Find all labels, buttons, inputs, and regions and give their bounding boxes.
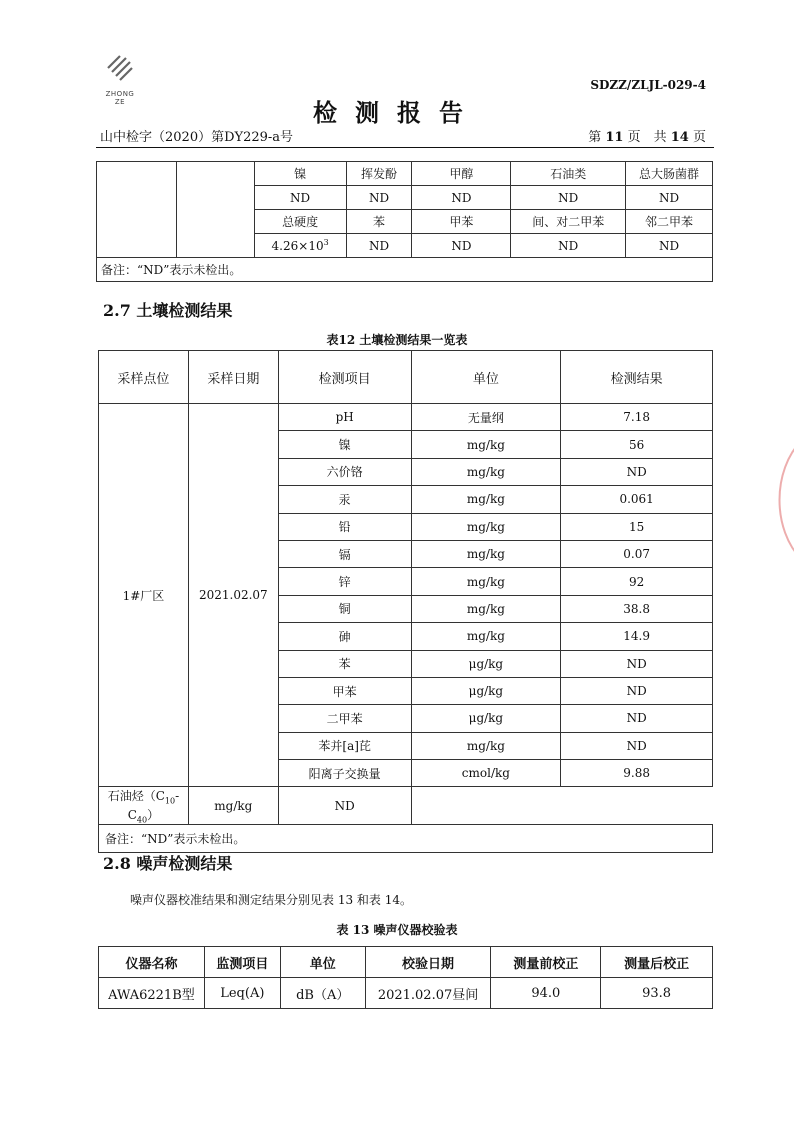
table-cell-unit: mg/kg (411, 486, 561, 513)
column-header: 采样点位 (99, 351, 189, 404)
table-row (99, 978, 713, 1009)
page-indicator: 第 11 页 共 14 页 (588, 130, 706, 145)
table-cell-unit: mg/kg (411, 458, 561, 485)
table-cell: 甲苯 (412, 210, 511, 234)
merged-cell (97, 162, 177, 258)
table-caption-soil: 表12 土壤检测结果一览表 (326, 333, 468, 347)
table-cell: 石油类 (511, 162, 626, 186)
document-number: SDZZ/ZLJL-029-4 (590, 78, 706, 92)
table-cell-result: ND (561, 458, 713, 485)
table-cell-item: 甲苯 (278, 677, 411, 704)
table-cell-item: 六价铬 (278, 458, 411, 485)
table-header-row (99, 351, 713, 404)
table-cell: 苯 (346, 210, 412, 234)
table-cell: 镍 (254, 162, 346, 186)
table-cell: ND (511, 234, 626, 258)
column-header: 仪器名称 (99, 947, 205, 978)
table-cell-item: 镍 (278, 431, 411, 458)
table-cell: 2021.02.07昼间 (365, 978, 491, 1009)
table-cell: AWA6221B型 (99, 978, 205, 1009)
merged-cell (176, 162, 254, 258)
table-header-row (99, 947, 713, 978)
table-cell: 间、对二甲苯 (511, 210, 626, 234)
section-heading-soil: 2.7 土壤检测结果 (103, 301, 233, 320)
table-cell-site: 1#厂区 (99, 404, 189, 787)
column-header: 测量后校正 (601, 947, 713, 978)
soil-results-table (98, 350, 713, 853)
table-cell: ND (346, 186, 412, 210)
table-cell: 94.0 (491, 978, 601, 1009)
table-cell-unit: 无量纲 (411, 404, 561, 431)
noise-calibration-table (98, 946, 713, 1009)
partial-seal-stamp-icon (762, 430, 794, 570)
table-cell: 总大肠菌群 (626, 162, 713, 186)
table-cell-unit: mg/kg (411, 540, 561, 567)
page-current: 11 (605, 130, 624, 145)
page-title: 检测报告 (313, 98, 481, 127)
table-row (99, 404, 713, 431)
body-paragraph: 噪声仪器校准结果和测定结果分别见表 13 和表 14。 (130, 893, 412, 907)
table-cell-unit: cmol/kg (411, 760, 561, 787)
column-header: 校验日期 (365, 947, 491, 978)
table-cell-result: 15 (561, 513, 713, 540)
table-cell-unit: μg/kg (411, 677, 561, 704)
table-cell-item: 阳离子交换量 (278, 760, 411, 787)
table-cell-item: 铜 (278, 595, 411, 622)
column-header: 测量前校正 (491, 947, 601, 978)
column-header: 单位 (280, 947, 365, 978)
table-cell-unit: mg/kg (411, 732, 561, 759)
table-cell: ND (346, 234, 412, 258)
table-cell-date: 2021.02.07 (188, 404, 278, 787)
table-cell: $4.26\times 10^3$ (254, 234, 346, 258)
table-cell: 邻二甲苯 (626, 210, 713, 234)
table-cell: 甲醇 (412, 162, 511, 186)
table-cell-result: ND (561, 705, 713, 732)
table-cell-unit: mg/kg (188, 787, 278, 825)
table-cell-item: 二甲苯 (278, 705, 411, 732)
table-cell-result: 9.88 (561, 760, 713, 787)
table-cell-item: 汞 (278, 486, 411, 513)
table-caption-noise: 表 13 噪声仪器校验表 (336, 923, 458, 937)
table-cell: 挥发酚 (346, 162, 412, 186)
table-cell-item: 石油烃$(C_{10}-C_{40})$ (99, 787, 189, 825)
table-cell-unit: mg/kg (411, 431, 561, 458)
water-results-table-continued (96, 161, 713, 282)
table-cell-item: 砷 (278, 623, 411, 650)
table-cell-item: 苯并[a]芘 (278, 732, 411, 759)
table-cell-result: ND (561, 650, 713, 677)
section-heading-noise: 2.8 噪声检测结果 (103, 854, 233, 873)
table-cell: ND (626, 234, 713, 258)
report-number: 山中检字（2020）第DY229-a号 (100, 130, 294, 145)
table-cell-item: 苯 (278, 650, 411, 677)
table-cell-result: 0.061 (561, 486, 713, 513)
table-cell-result: ND (561, 677, 713, 704)
column-header: 监测项目 (204, 947, 280, 978)
table-cell-item: 铅 (278, 513, 411, 540)
table-cell-unit: μg/kg (411, 705, 561, 732)
table-row (97, 162, 713, 186)
table-cell: ND (412, 234, 511, 258)
table-note: 备注：“ND”表示未检出。 (99, 825, 713, 853)
table-cell-unit: μg/kg (411, 650, 561, 677)
column-header: 单位 (411, 351, 561, 404)
table-cell-result: 0.07 (561, 540, 713, 567)
table-note-row (97, 258, 713, 282)
table-cell: 93.8 (601, 978, 713, 1009)
table-cell-result: 56 (561, 431, 713, 458)
table-cell-unit: mg/kg (411, 568, 561, 595)
table-cell-result: ND (561, 732, 713, 759)
table-cell-result: 7.18 (561, 404, 713, 431)
table-cell: dB（A） (280, 978, 365, 1009)
header-divider (96, 147, 714, 148)
logo-text: ZHONG ZE (105, 90, 135, 106)
table-cell-item: 镉 (278, 540, 411, 567)
table-cell-result: 92 (561, 568, 713, 595)
table-cell-result: ND (278, 787, 411, 825)
table-cell-unit: mg/kg (411, 623, 561, 650)
table-cell-result: 38.8 (561, 595, 713, 622)
table-cell: ND (254, 186, 346, 210)
table-cell-item: pH (278, 404, 411, 431)
table-cell-result: 14.9 (561, 623, 713, 650)
table-cell-item: 锌 (278, 568, 411, 595)
table-row (99, 787, 713, 825)
column-header: 采样日期 (188, 351, 278, 404)
table-cell: Leq(A) (204, 978, 280, 1009)
table-note-row (99, 825, 713, 853)
table-cell: ND (412, 186, 511, 210)
page-total: 14 (670, 130, 689, 145)
table-cell-unit: mg/kg (411, 513, 561, 540)
table-note: 备注：“ND”表示未检出。 (97, 258, 713, 282)
column-header: 检测项目 (278, 351, 411, 404)
table-cell: ND (626, 186, 713, 210)
column-header: 检测结果 (561, 351, 713, 404)
table-cell: ND (511, 186, 626, 210)
table-cell-unit: mg/kg (411, 595, 561, 622)
logo-stripes-icon (102, 50, 138, 86)
table-cell: 总硬度 (254, 210, 346, 234)
